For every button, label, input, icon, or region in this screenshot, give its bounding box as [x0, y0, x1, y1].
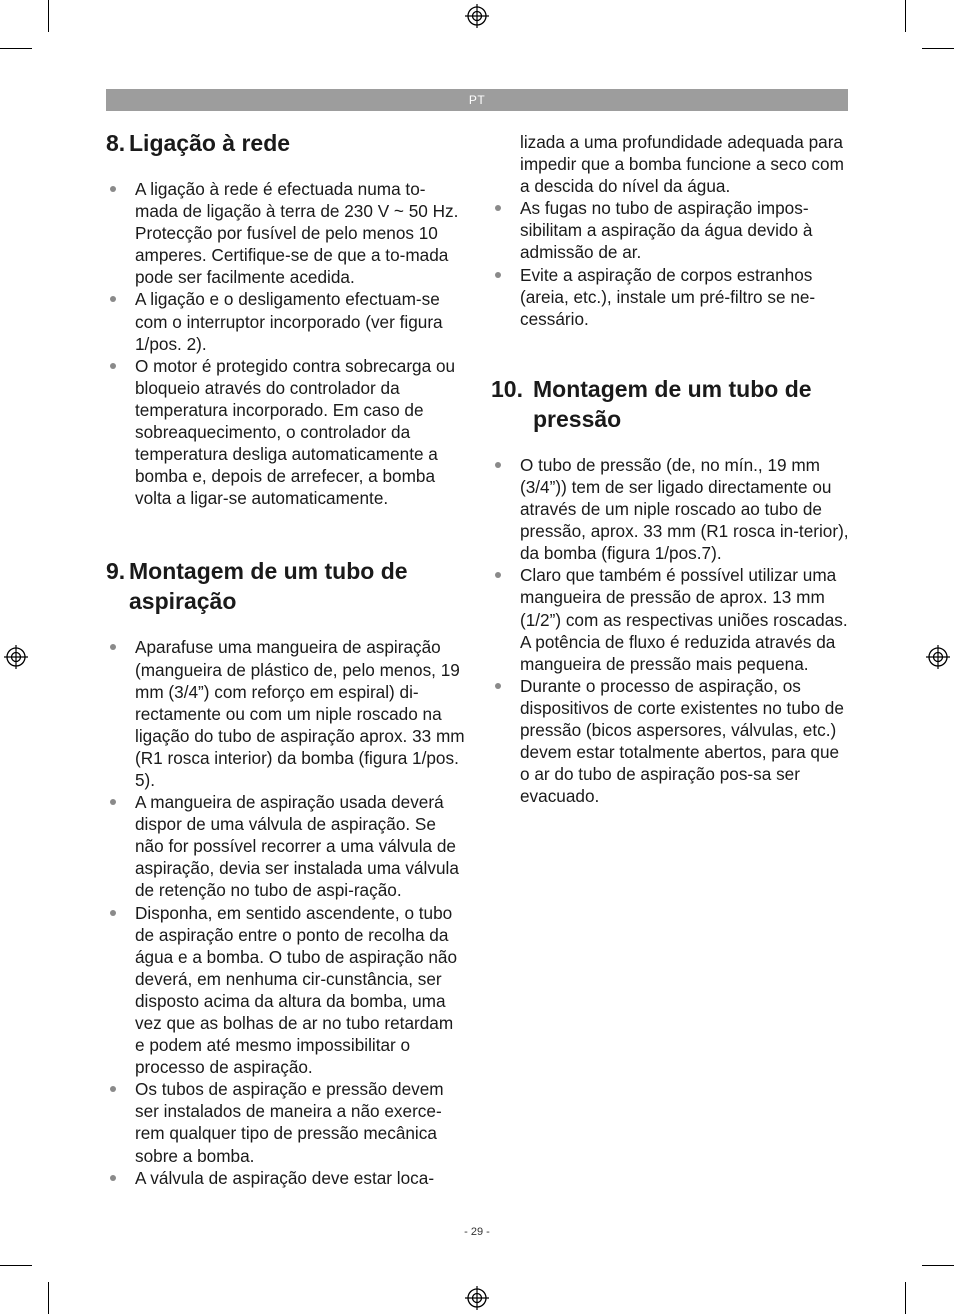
list-item: A ligação à rede é efectuada numa to-mada de ligação à terra de 230 V ~ 50 Hz. Protecção por fusível de pelo menos 10 amperes. Certifique-se de que a to-mada pode ser facilmente acedida.	[106, 178, 466, 288]
list-item: Evite a aspiração de corpos estranhos (areia, etc.), instale um pré-filtro se ne-cessário.	[491, 264, 851, 330]
crop-mark	[905, 0, 906, 32]
crop-mark	[922, 48, 954, 49]
left-column	[106, 128, 466, 1189]
bullet-icon	[110, 644, 116, 650]
section-10-list	[491, 454, 851, 808]
continued-list	[491, 197, 851, 330]
list-item: Aparafuse uma mangueira de aspiração (mangueira de plástico de, pelo menos, 19 mm (3/4”) com reforço em espiral) di-rectamente ou com um niple roscado na ligação do tubo de aspiração aprox. 33 mm (R1 rosca interior) da bomba (figura 1/pos. 5).	[106, 636, 466, 791]
section-number: 10.	[491, 375, 523, 402]
section-8-list	[106, 178, 466, 509]
language-header-bar	[106, 89, 848, 111]
bullet-icon	[110, 799, 116, 805]
section-title: Montagem de um tubo de pressão	[533, 375, 812, 432]
list-item: A válvula de aspiração deve estar loca-	[106, 1167, 466, 1189]
crop-mark	[0, 1265, 32, 1266]
right-column	[491, 131, 851, 807]
bullet-icon	[495, 462, 501, 468]
bullet-icon	[110, 910, 116, 916]
bullet-icon	[495, 272, 501, 278]
section-title: Montagem de um tubo de aspiração	[129, 558, 408, 615]
list-item: Disponha, em sentido ascendente, o tubo de aspiração entre o ponto de recolha da água e a bomba. O tubo de aspiração não deverá, em nenhuma cir-cunstância, ser disposto acima da altura da bomba, uma vez que as bolhas de ar no tubo retardam e podem até mesmo impossibilitar o processo de aspiração.	[106, 902, 466, 1079]
registration-mark-icon	[465, 1286, 489, 1310]
list-item: Claro que também é possível utilizar uma mangueira de pressão de aprox. 13 mm (1/2”) com as respectivas uniões roscadas. A potência de fluxo é reduzida através da mangueira de pressão mais pequena.	[491, 564, 851, 674]
crop-mark	[48, 0, 49, 32]
crop-mark	[905, 1282, 906, 1314]
bullet-icon	[110, 363, 116, 369]
crop-mark	[922, 1265, 954, 1266]
language-label: PT	[468, 93, 486, 107]
bullet-icon	[495, 683, 501, 689]
registration-mark-icon	[926, 645, 950, 669]
list-item: Durante o processo de aspiração, os dispositivos de corte existentes no tubo de pressão (bicos aspersores, válvulas, etc.) devem estar totalmente abertos, para que o ar do tubo de aspiração pos-sa ser evacuado.	[491, 675, 851, 808]
crop-mark	[48, 1282, 49, 1314]
registration-mark-icon	[465, 4, 489, 28]
section-number: 9.	[106, 558, 126, 585]
list-item: A mangueira de aspiração usada deverá dispor de uma válvula de aspiração. Se não for possível recorrer a uma válvula de aspiração, devia ser instalada uma válvula de retenção no tubo de aspi-ração.	[106, 791, 466, 901]
list-item: A ligação e o desligamento efectuam-se com o interruptor incorporado (ver figura 1/pos. 2).	[106, 288, 466, 354]
list-item: O motor é protegido contra sobrecarga ou bloqueio através do controlador da temperatura incorporado. Em caso de sobreaquecimento, o controlador da temperatura desliga automaticamente a bomba e, depois de arrefecer, a bomba volta a ligar-se automaticamente.	[106, 355, 466, 510]
section-8-heading	[106, 128, 466, 158]
crop-mark	[0, 48, 32, 49]
page-number: - 29 -	[464, 1226, 490, 1238]
list-item: Os tubos de aspiração e pressão devem ser instalados de maneira a não exerce-rem qualquer tipo de pressão mecânica sobre a bomba.	[106, 1078, 466, 1166]
section-title: Ligação à rede	[129, 130, 291, 156]
bullet-icon	[110, 1175, 116, 1181]
list-item: O tubo de pressão (de, no mín., 19 mm (3/4”)) tem de ser ligado directamente ou através de um niple roscado ao tubo de pressão, aprox. 33 mm (R1 rosca in-terior), da bomba (figura 1/pos.7).	[491, 454, 851, 564]
list-item: As fugas no tubo de aspiração impos-sibilitam a aspiração da água devido à admissão de ar.	[491, 197, 851, 263]
section-number: 8.	[106, 130, 126, 156]
bullet-icon	[495, 205, 501, 211]
bullet-icon	[110, 1086, 116, 1092]
continued-text: lizada a uma profundidade adequada para impedir que a bomba funcione a seco com a descida do nível da água.	[520, 132, 844, 197]
section-10-heading	[491, 374, 851, 434]
section-9-heading	[106, 556, 466, 616]
section-9-list	[106, 636, 466, 1188]
registration-mark-icon	[4, 645, 28, 669]
bullet-icon	[495, 572, 501, 578]
bullet-icon	[110, 296, 116, 302]
bullet-icon	[110, 186, 116, 192]
